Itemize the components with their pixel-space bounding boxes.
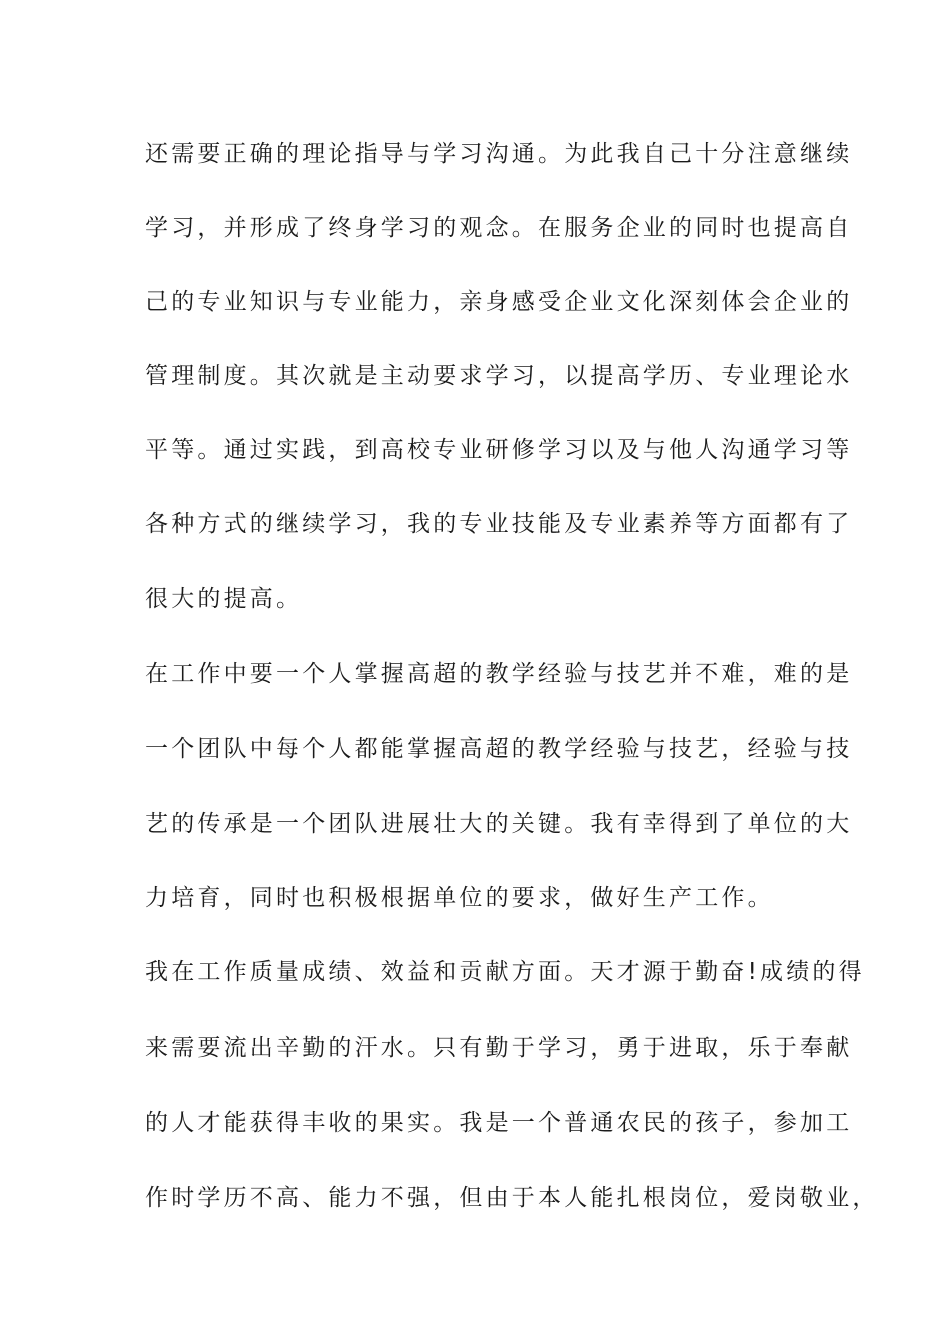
paragraph-2-line-1: 在工作中要一个人掌握高超的教学经验与技艺并不难，难的是 <box>145 661 853 687</box>
paragraph-1-line-4: 管理制度。其次就是主动要求学习，以提高学历、专业理论水 <box>145 363 853 389</box>
paragraph-3-line-1: 我在工作质量成绩、效益和贡献方面。天才源于勤奋!成绩的得 <box>145 959 865 985</box>
paragraph-3-line-2: 来需要流出辛勤的汗水。只有勤于学习，勇于进取，乐于奉献 <box>145 1035 853 1061</box>
paragraph-1-line-1: 还需要正确的理论指导与学习沟通。为此我自己十分注意继续 <box>145 141 853 167</box>
paragraph-1-line-6: 各种方式的继续学习，我的专业技能及专业素养等方面都有了 <box>145 511 853 537</box>
paragraph-2-line-3: 艺的传承是一个团队进展壮大的关键。我有幸得到了单位的大 <box>145 811 853 837</box>
paragraph-1-line-7: 很大的提高。 <box>145 586 303 612</box>
paragraph-1-line-5: 平等。通过实践，到高校专业研修学习以及与他人沟通学习等 <box>145 437 853 463</box>
paragraph-2-line-2: 一个团队中每个人都能掌握高超的教学经验与技艺，经验与技 <box>145 736 853 762</box>
paragraph-3-line-4: 作时学历不高、能力不强，但由于本人能扎根岗位，爱岗敬业， <box>145 1185 879 1211</box>
paragraph-2-line-4: 力培育，同时也积极根据单位的要求，做好生产工作。 <box>145 885 774 911</box>
paragraph-1-line-3: 己的专业知识与专业能力，亲身感受企业文化深刻体会企业的 <box>145 289 853 315</box>
paragraph-3-line-3: 的人才能获得丰收的果实。我是一个普通农民的孩子，参加工 <box>145 1110 853 1136</box>
paragraph-1-line-2: 学习，并形成了终身学习的观念。在服务企业的同时也提高自 <box>145 215 853 241</box>
